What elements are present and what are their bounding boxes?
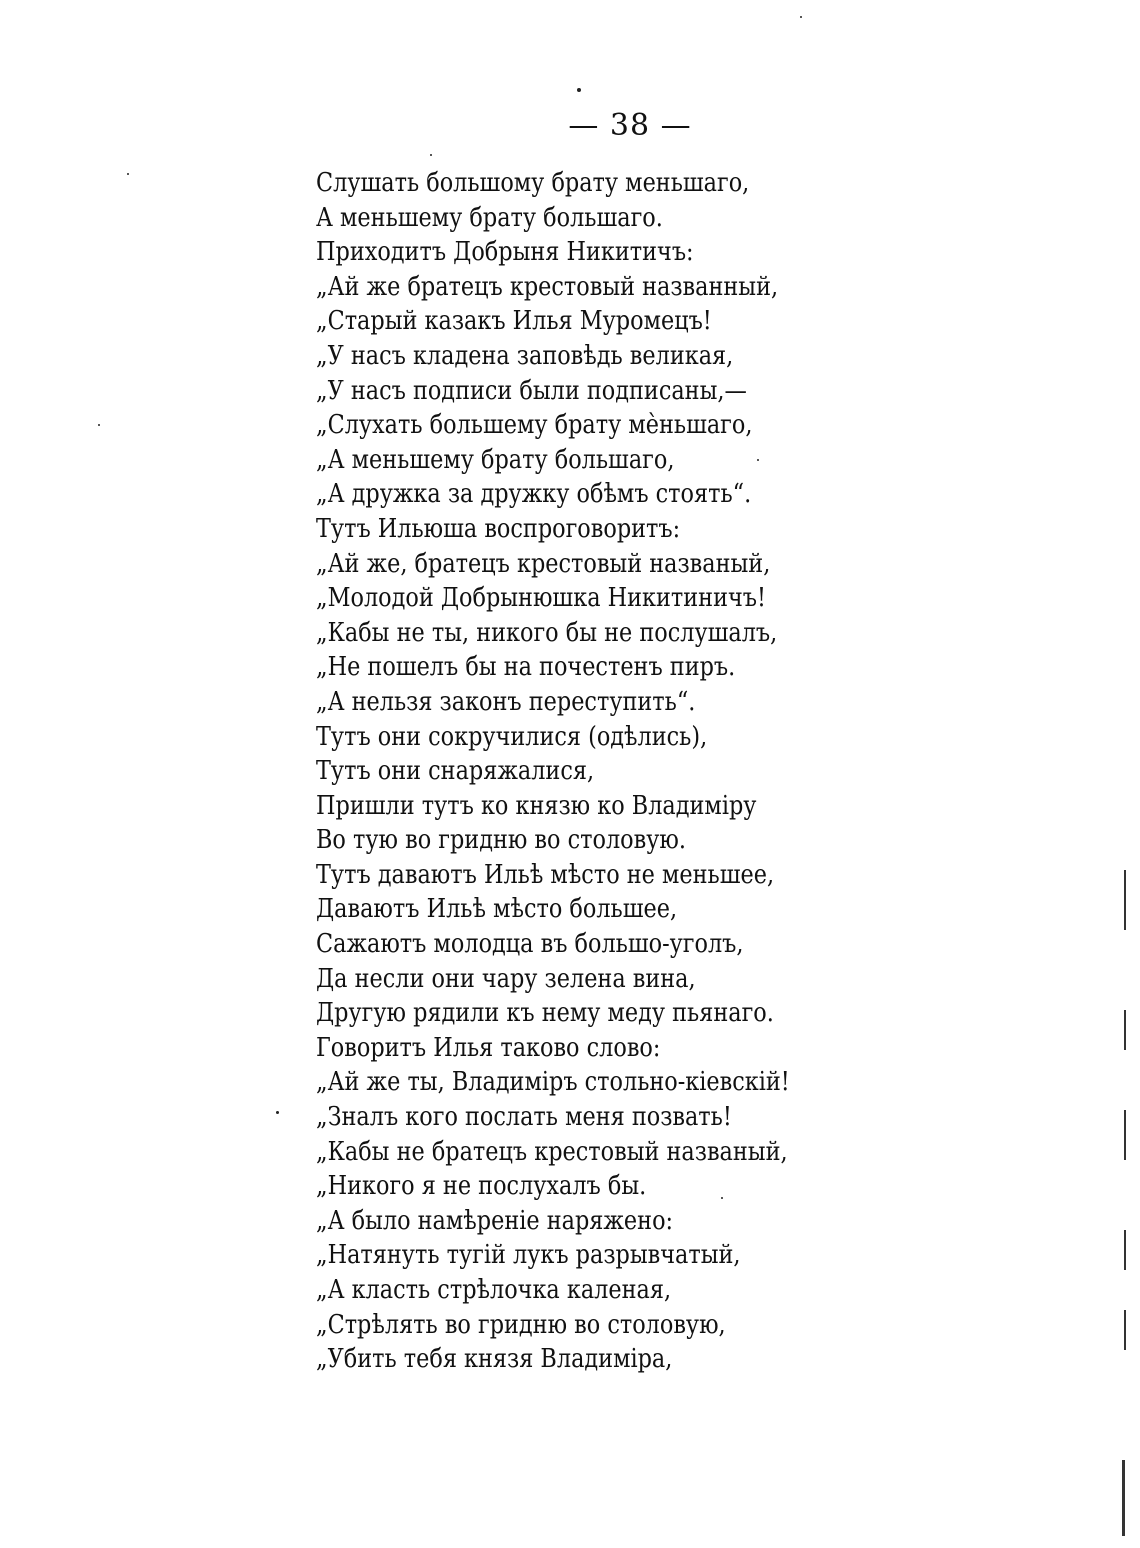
poem-line: „А нельзя законъ переступить“. <box>316 686 696 717</box>
poem-line: Слушать большому брату меньшаго, <box>316 168 750 198</box>
scan-edge-mark <box>1124 1310 1126 1350</box>
poem-line: „А класть стрѣлочка каленая, <box>316 1275 672 1305</box>
scan-edge-mark <box>1124 1230 1126 1270</box>
poem-line: „Старый казакъ Илья Муромецъ! <box>316 306 712 337</box>
poem-line: „Ай же, братецъ крестовый названый, <box>316 548 771 579</box>
poem-line: „А было намѣреніе наряжено: <box>316 1205 674 1236</box>
poem-line: „Слухать большему брату мѐньшаго, <box>316 410 753 441</box>
scan-speck <box>800 16 802 18</box>
page-number: — 38 — <box>568 108 692 143</box>
scan-speck <box>757 459 759 461</box>
scan-edge-mark <box>1122 1460 1125 1536</box>
scan-speck <box>276 1111 279 1114</box>
poem-line: „Стрѣлять во гридню во столовую, <box>316 1309 726 1340</box>
poem-line: Да несли они чару зелена вина, <box>316 963 696 994</box>
scan-edge-mark <box>1124 870 1126 930</box>
scan-speck <box>721 1197 723 1199</box>
poem-line: „У насъ подписи были подписаны,— <box>316 375 747 406</box>
poem-line: Говоритъ Илья таково слово: <box>316 1032 661 1063</box>
scan-speck <box>577 88 581 92</box>
poem-line: „Никого я не послухалъ бы. <box>316 1171 647 1202</box>
scan-edge-mark <box>1124 1010 1126 1050</box>
poem-line: Сажаютъ молодца въ большо-уголъ, <box>316 929 744 960</box>
scan-speck <box>430 154 432 156</box>
poem-line: „Натянуть тугій лукъ разрывчатый, <box>316 1240 741 1271</box>
poem-line: „Ай же братецъ крестовый названный, <box>316 271 779 302</box>
scan-speck <box>98 424 100 426</box>
scan-speck <box>127 173 129 175</box>
poem-line: Тутъ Ильюша воспроговоритъ: <box>316 513 681 544</box>
poem-line: Приходитъ Добрыня Никитичъ: <box>316 237 694 268</box>
scan-edge-mark <box>1124 1110 1126 1160</box>
poem-line: „Зналъ кого послать меня позвать! <box>316 1102 732 1133</box>
poem-line: Даваютъ Ильѣ мѣсто большее, <box>316 894 678 925</box>
poem-line: „Кабы не братецъ крестовый названый, <box>316 1136 788 1167</box>
poem-line: „А дружка за дружку обѣмъ стоять“. <box>316 479 752 510</box>
poem-line: Тутъ они сокручилися (одѣлись), <box>316 721 708 752</box>
poem-line: „Молодой Добрынюшка Никитиничъ! <box>316 583 766 614</box>
poem-line: Другую рядили къ нему меду пьянаго. <box>316 998 774 1029</box>
poem-line: Тутъ они снаряжалися, <box>316 756 595 787</box>
poem-line: „Кабы не ты, никого бы не послушалъ, <box>316 617 778 648</box>
poem-line: А меньшему брату большаго. <box>316 202 663 233</box>
poem-line: „Не пошелъ бы на почестенъ пиръ. <box>316 652 736 683</box>
poem-line: „Ай же ты, Владиміръ стольно-кіевскій! <box>316 1067 790 1098</box>
poem-line: Пришли тутъ ко князю ко Владиміру <box>316 790 757 821</box>
poem-line: „Убить тебя князя Владиміра, <box>316 1344 673 1375</box>
poem-line: Тутъ даваютъ Ильѣ мѣсто не меньшее, <box>316 859 775 890</box>
poem-line: „А меньшему брату большаго, <box>316 444 675 475</box>
poem-text <box>316 166 876 1377</box>
poem-line: Во тую во гридню во столовую. <box>316 825 686 856</box>
poem-line: „У насъ кладена заповѣдь великая, <box>316 340 734 371</box>
